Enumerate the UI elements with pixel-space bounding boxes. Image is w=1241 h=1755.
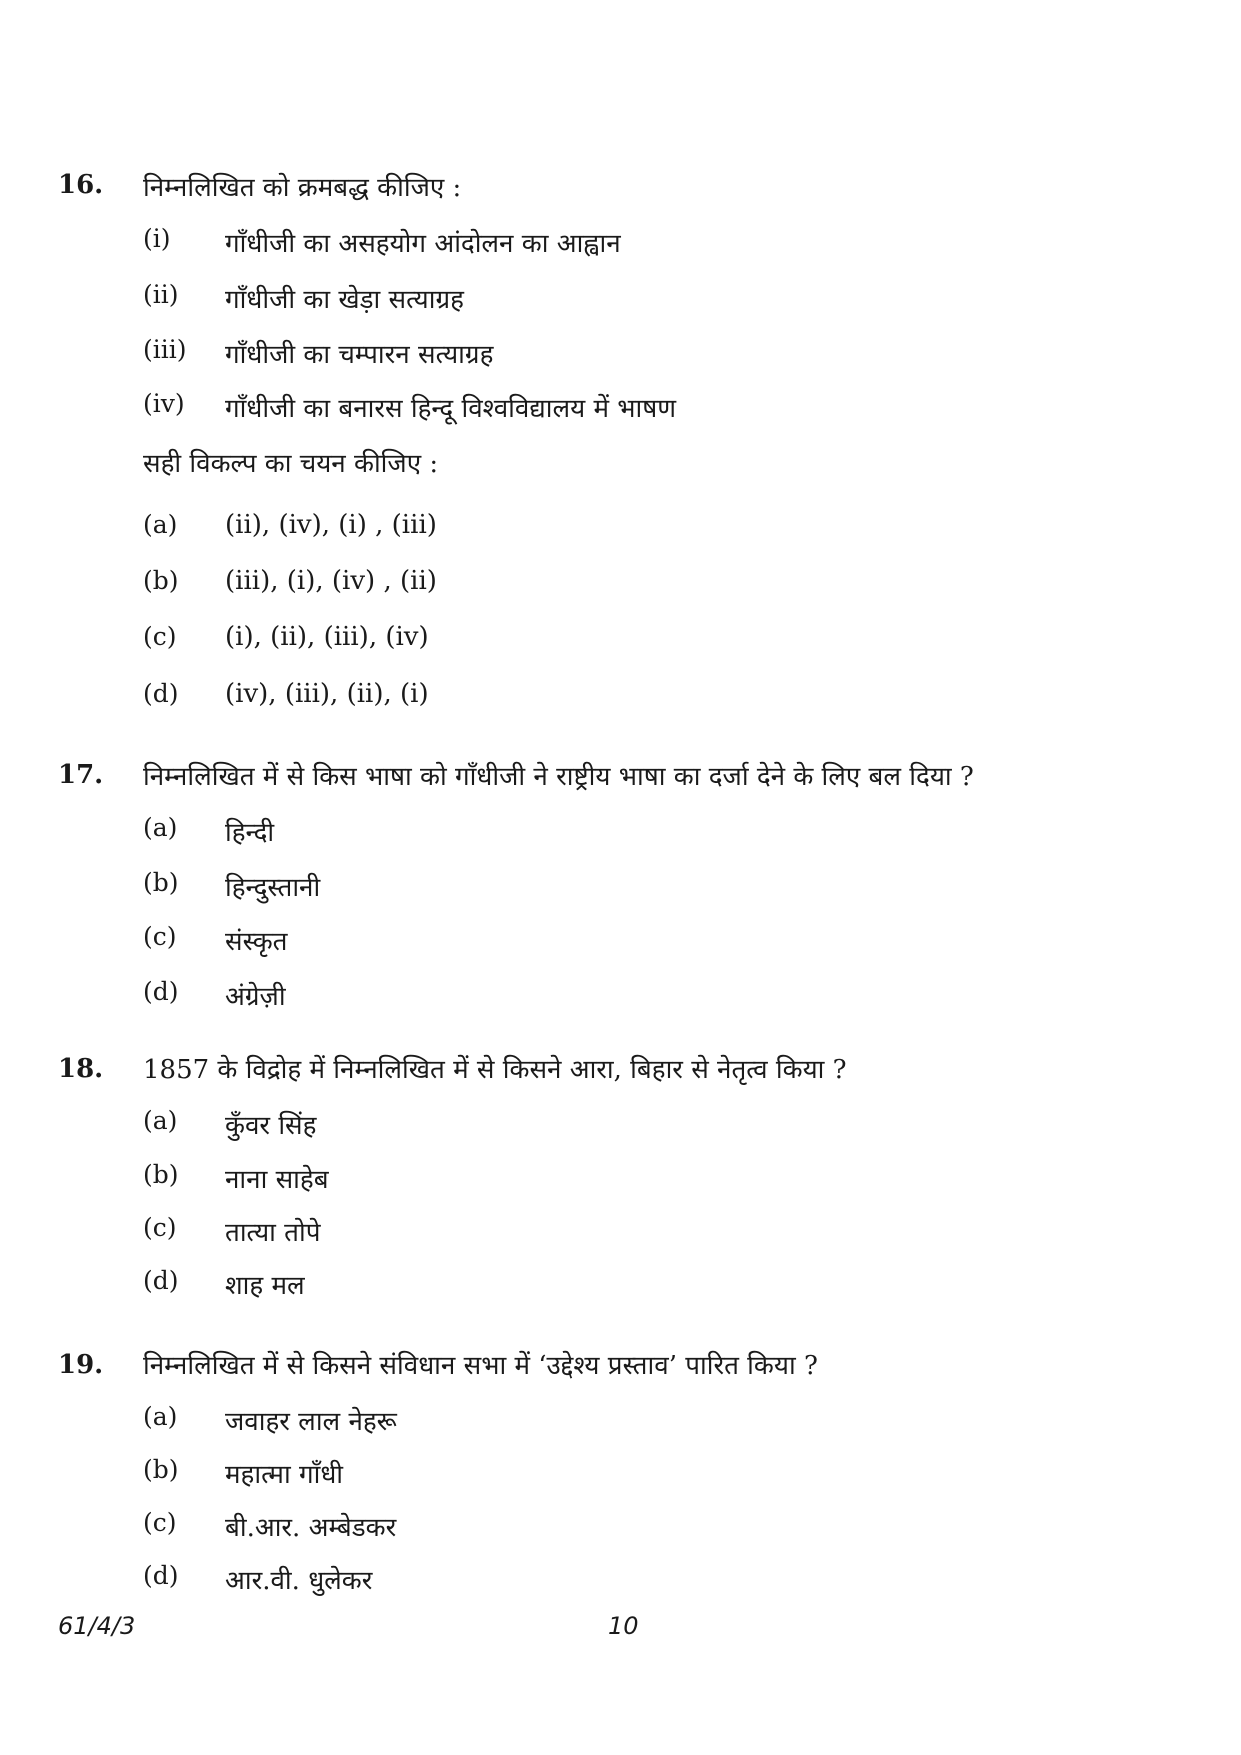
list-item: [0, 389, 1241, 429]
option-label: (c): [143, 1508, 177, 1537]
list-item: [0, 335, 1241, 375]
paper-code: 61/4/3: [58, 1612, 136, 1640]
item-text: गाँधीजी का चम्पारन सत्याग्रह: [225, 340, 494, 370]
question-number: 16.: [58, 170, 104, 200]
list-item: [0, 280, 1241, 320]
option: [0, 1106, 1241, 1146]
option-text: कुँवर सिंह: [225, 1111, 317, 1141]
option-text: महात्मा गाँधी: [225, 1460, 344, 1490]
instruction-text: सही विकल्प का चयन कीजिए :: [143, 449, 439, 479]
option-text: नाना साहेब: [225, 1165, 329, 1195]
question-number: 18.: [58, 1054, 104, 1084]
option-text: शाह मल: [225, 1271, 305, 1301]
option: [0, 813, 1241, 853]
option: [0, 679, 1241, 719]
option-text: (iv), (iii), (ii), (i): [225, 679, 429, 709]
option-label: (a): [143, 1106, 178, 1135]
option: [0, 1561, 1241, 1601]
option-label: (c): [143, 1213, 177, 1242]
question-text: निम्नलिखित में से किसने संविधान सभा में ‘उद्देश्य प्रस्ताव’ पारित किया ?: [143, 1351, 818, 1381]
option: [0, 922, 1241, 962]
option-label: (d): [143, 1266, 179, 1295]
option: [0, 1402, 1241, 1442]
option: [0, 510, 1241, 550]
option: [0, 566, 1241, 606]
option: [0, 868, 1241, 908]
option: [0, 1213, 1241, 1253]
option: [0, 1266, 1241, 1306]
option-text: तात्या तोपे: [225, 1218, 321, 1248]
option-text: (iii), (i), (iv) , (ii): [225, 566, 437, 596]
option: [0, 1160, 1241, 1200]
question-text: निम्नलिखित को क्रमबद्ध कीजिए :: [143, 173, 462, 203]
option-label: (c): [143, 622, 177, 651]
option-text: आर.वी. धुलेकर: [225, 1566, 373, 1596]
question-text: 1857 के विद्रोह में निम्नलिखित में से किसने आरा, बिहार से नेतृत्व किया ?: [143, 1055, 847, 1085]
option-label: (a): [143, 1402, 178, 1431]
option: [0, 1455, 1241, 1495]
option-label: (b): [143, 566, 179, 595]
option-text: अंग्रेज़ी: [225, 982, 286, 1012]
item-label: (iii): [143, 335, 187, 364]
option: [0, 977, 1241, 1017]
option-label: (d): [143, 977, 179, 1006]
option-label: (b): [143, 1455, 179, 1484]
question-number: 17.: [58, 760, 104, 790]
question-number: 19.: [58, 1350, 104, 1380]
option-text: हिन्दुस्तानी: [225, 873, 321, 903]
item-text: गाँधीजी का असहयोग आंदोलन का आह्वान: [225, 229, 621, 259]
option-label: (b): [143, 868, 179, 897]
item-text: गाँधीजी का बनारस हिन्दू विश्वविद्यालय में भाषण: [225, 394, 677, 424]
option-text: जवाहर लाल नेहरू: [225, 1407, 397, 1437]
item-label: (i): [143, 224, 171, 253]
option-text: (ii), (iv), (i) , (iii): [225, 510, 437, 540]
option-text: संस्कृत: [225, 927, 288, 957]
option-text: बी.आर. अम्बेडकर: [225, 1513, 397, 1543]
question-text: निम्नलिखित में से किस भाषा को गाँधीजी ने राष्ट्रीय भाषा का दर्जा देने के लिए बल दिया ?: [143, 762, 974, 792]
option-text: हिन्दी: [225, 818, 275, 848]
option-label: (d): [143, 679, 179, 708]
option: [0, 1508, 1241, 1548]
option-label: (d): [143, 1561, 179, 1590]
item-text: गाँधीजी का खेड़ा सत्याग्रह: [225, 285, 464, 315]
page-number: 10: [608, 1612, 639, 1640]
option-label: (a): [143, 813, 178, 842]
item-label: (iv): [143, 389, 185, 418]
item-label: (ii): [143, 280, 179, 309]
option-text: (i), (ii), (iii), (iv): [225, 622, 429, 652]
option-label: (c): [143, 922, 177, 951]
option-label: (b): [143, 1160, 179, 1189]
option-label: (a): [143, 510, 178, 539]
option: [0, 622, 1241, 662]
list-item: [0, 224, 1241, 264]
